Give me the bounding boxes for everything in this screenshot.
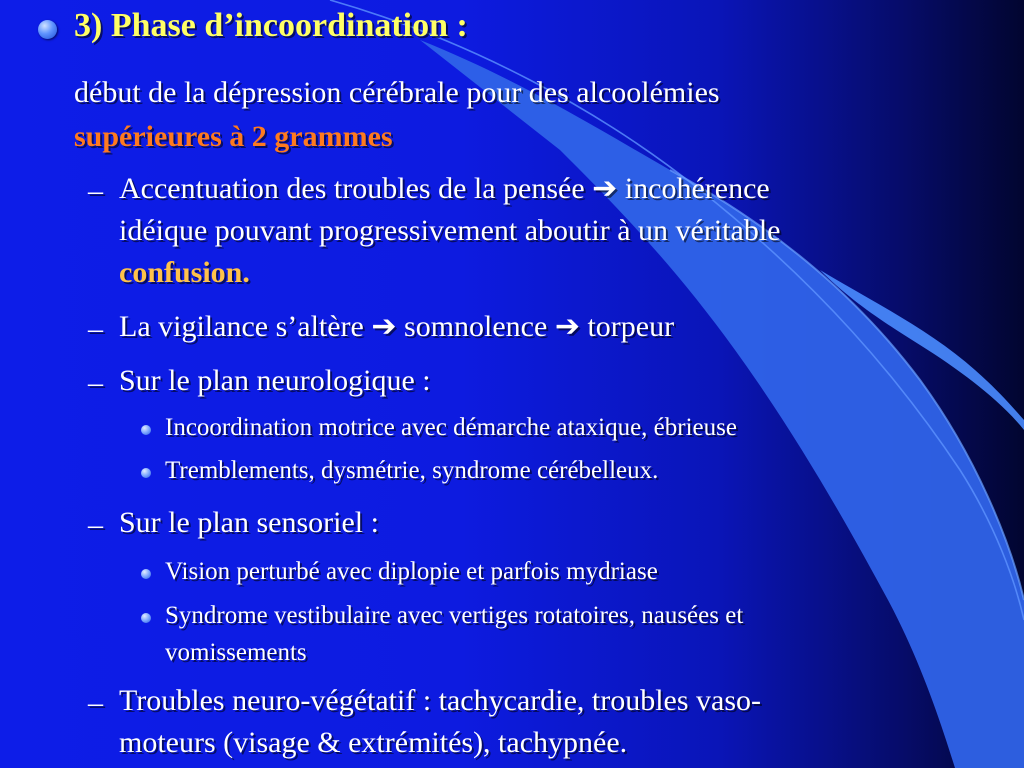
dash-bullet-icon: – (88, 366, 103, 399)
item-vigilance (119, 312, 674, 342)
subitem-vestibular-line2: vomissements (165, 639, 307, 666)
item-neurovegetative-line1: Troubles neuro-végétatif : tachycardie, troubles vaso- (119, 684, 762, 717)
subitem-vision: Vision perturbé avec diplopie et parfois mydriase (165, 558, 658, 585)
item-thought-disorders-line1 (119, 174, 770, 204)
item-vigilance-text-a: La vigilance s’altère (119, 310, 372, 343)
sub-bullet-icon (141, 613, 151, 623)
swoosh-fill (420, 0, 1024, 768)
dash-bullet-icon: – (88, 508, 103, 541)
item-neurological: Sur le plan neurologique : (119, 364, 431, 397)
dash-bullet-icon: – (88, 686, 103, 719)
sub-bullet-icon (141, 425, 151, 435)
dash-bullet-icon: – (88, 174, 103, 207)
item-sensory: Sur le plan sensoriel : (119, 506, 379, 539)
item-thought-disorders-text-b: incohérence (617, 172, 770, 205)
subitem-motor-incoordination: Incoordination motrice avec démarche ataxique, ébrieuse (165, 414, 737, 441)
subitem-vestibular-line1: Syndrome vestibulaire avec vertiges rotatoires, nausées et (165, 602, 744, 629)
item-vigilance-text-b: somnolence (396, 310, 555, 343)
right-arrow-icon: ➔ (371, 310, 397, 343)
subitem-tremors: Tremblements, dysmétrie, syndrome cérébelleux. (165, 457, 659, 484)
item-vigilance-text-c: torpeur (579, 310, 675, 343)
item-neurovegetative-line2: moteurs (visage & extrémités), tachypnée. (119, 726, 628, 759)
slide-title: 3) Phase d’incoordination : (74, 7, 468, 44)
right-arrow-icon: ➔ (554, 310, 580, 343)
intro-emphasis: supérieures à 2 grammes (74, 120, 393, 153)
intro-line: début de la dépression cérébrale pour des alcoolémies (74, 76, 720, 109)
right-arrow-icon: ➔ (592, 172, 618, 205)
item-thought-disorders-text-a: Accentuation des troubles de la pensée (119, 172, 593, 205)
item-thought-disorders-line2: idéique pouvant progressivement aboutir à un véritable (119, 214, 781, 247)
item-thought-disorders-emphasis: confusion. (119, 256, 250, 289)
title-bullet-icon (38, 20, 57, 39)
dash-bullet-icon: – (88, 312, 103, 345)
sub-bullet-icon (141, 468, 151, 478)
sub-bullet-icon (141, 569, 151, 579)
